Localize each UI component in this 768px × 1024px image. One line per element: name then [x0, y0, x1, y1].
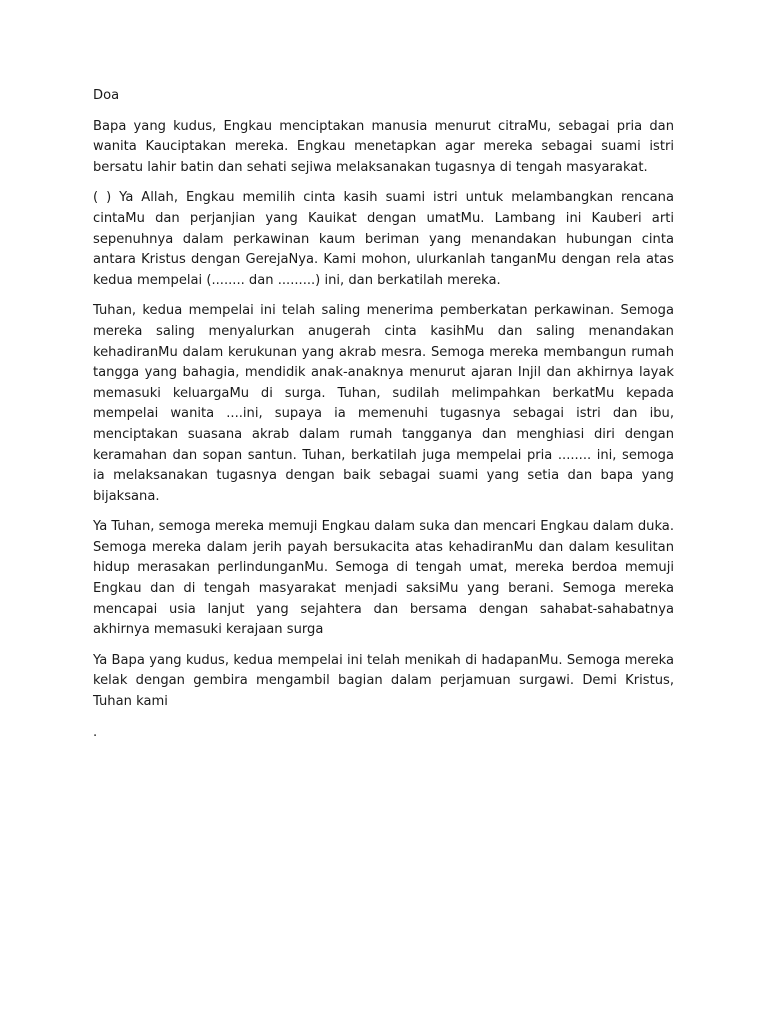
- document-title: Doa: [93, 88, 120, 103]
- paragraph-1: Bapa yang kudus, Engkau menciptakan manusia menurut citraMu, sebagai pria dan wanita Kauciptakan mereka. Engkau menetapkan agar mereka sebagai suami istri bersatu lahir batin dan sehati sejiwa melaksanakan tugasnya di tengah masyarakat.: [93, 118, 674, 175]
- paragraph-3: Tuhan, kedua mempelai ini telah saling menerima pemberkatan perkawinan. Semoga mereka saling menyalurkan anugerah cinta kasihMu dan saling menandakan kehadiranMu dalam kerukunan yang akrab mesra. Semoga mereka membangun rumah tangga yang bahagia, mendidik anak-anaknya menurut ajaran Injil dan akhirnya layak memasuki keluargaMu di surga. Tuhan, sudilah melimpahkan berkatMu kepada mempelai wanita ....ini, supaya ia memenuhi tugasnya sebagai istri dan ibu, menciptakan suasana akrab dalam rumah tangganya dan menghiasi diri dengan keramahan dan sopan santun. Tuhan, berkatilah juga mempelai pria ........ ini, semoga ia melaksanakan tugasnya dengan baik sebagai suami yang setia dan bapa yang bijaksana.: [93, 303, 674, 504]
- paragraph-5: Ya Bapa yang kudus, kedua mempelai ini telah menikah di hadapanMu. Semoga mereka kelak dengan gembira mengambil bagian dalam perjamuan surgawi. Demi Kristus, Tuhan kami: [93, 652, 674, 710]
- paragraph-4: Ya Tuhan, semoga mereka memuji Engkau dalam suka dan mencari Engkau dalam duka. Semoga mereka dalam jerih payah bersukacita atas kehadiranMu dan dalam kesulitan hidup merasakan perlindunganMu. Semoga di tengah umat, mereka berdoa memuji Engkau dan di tengah masyarakat menjadi saksiMu yang berani. Semoga mereka mencapai usia lanjut yang sejahtera dan bersama dengan sahabat-sahabatnya akhirnya memasuki kerajaan surga: [93, 519, 674, 638]
- paragraph-2: ( ) Ya Allah, Engkau memilih cinta kasih suami istri untuk melambangkan rencana cintaMu dan perjanjian yang Kauikat dengan umatMu. Lambang ini Kauberi arti sepenuhnya dalam perkawinan kaum beriman yang menandakan hubungan cinta antara Kristus dengan GerejaNya. Kami mohon, ulurkanlah tanganMu dengan rela atas kedua mempelai (........ dan .........) ini, dan berkatilah mereka.: [93, 190, 674, 288]
- trailing-period: .: [93, 724, 98, 740]
